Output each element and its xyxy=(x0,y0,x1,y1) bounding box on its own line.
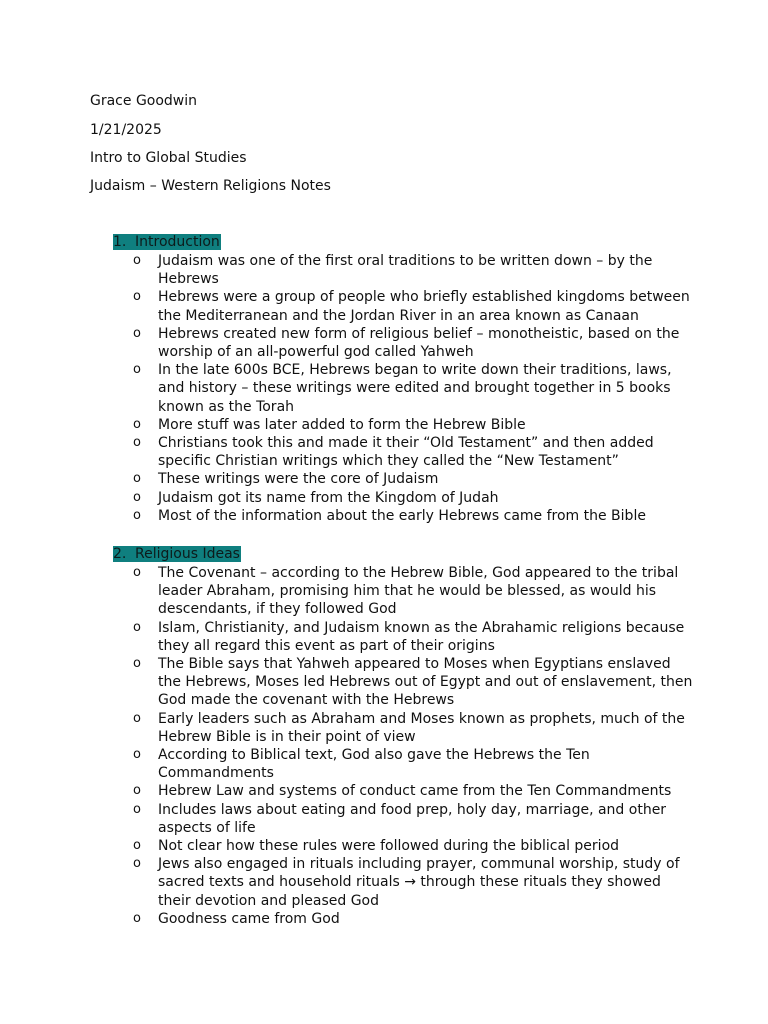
bullet-marker: o xyxy=(133,507,141,523)
bullet-list xyxy=(113,252,713,525)
bullet-marker: o xyxy=(133,416,141,432)
bullet-marker: o xyxy=(133,489,141,505)
list-item xyxy=(113,470,693,488)
list-item xyxy=(113,434,693,470)
list-item xyxy=(113,564,693,619)
section-heading-text: Religious Ideas xyxy=(135,546,240,562)
list-item-text: Jews also engaged in rituals including prayer, communal worship, study of sacred texts and household rituals → through these rituals they showed their devotion and pleased God xyxy=(158,856,680,909)
list-item-text: Hebrews created new form of religious belief – monotheistic, based on the worship of an all-powerful god called Yahweh xyxy=(158,325,680,361)
bullet-marker: o xyxy=(133,289,141,305)
list-item xyxy=(113,855,693,910)
section-number: 2. xyxy=(113,546,127,562)
list-item-text: More stuff was later added to form the Hebrew Bible xyxy=(158,416,526,433)
author-name: Grace Goodwin xyxy=(90,93,198,109)
list-item xyxy=(113,655,693,710)
list-item xyxy=(113,252,693,288)
bullet-marker: o xyxy=(133,747,141,763)
list-item-text: According to Biblical text, God also gave the Hebrews the Ten Commandments xyxy=(158,747,590,782)
bullet-marker: o xyxy=(133,838,141,854)
list-item-text: Judaism got its name from the Kingdom of Judah xyxy=(158,489,499,506)
list-item-text: These writings were the core of Judaism xyxy=(158,471,439,488)
list-item xyxy=(113,710,693,746)
bullet-marker: o xyxy=(133,435,141,451)
list-item-text: Hebrews were a group of people who briefly established kingdoms between the Mediterranean and the Jordan River in an area known as Canaan xyxy=(158,289,690,324)
list-item xyxy=(113,288,693,324)
bullet-marker: o xyxy=(133,565,141,580)
list-item-text: Includes laws about eating and food prep, holy day, marriage, and other aspects of life xyxy=(158,801,667,836)
list-item xyxy=(113,619,693,655)
list-item-text: Not clear how these rules were followed during the biblical period xyxy=(158,838,620,855)
list-item-text: The Covenant – according to the Hebrew Bible, God appeared to the tribal leader Abraham, promising him that he would be blessed, as would his descendants, if they followed God xyxy=(158,565,679,618)
section-heading-highlight xyxy=(113,234,221,250)
bullet-marker: o xyxy=(133,253,141,268)
list-item xyxy=(113,361,693,416)
list-item xyxy=(113,801,693,837)
bullet-marker: o xyxy=(133,325,141,341)
section-heading-highlight xyxy=(113,546,241,562)
list-item-text: Goodness came from God xyxy=(158,910,340,927)
bullet-marker: o xyxy=(133,801,141,817)
section-religious-ideas xyxy=(113,546,713,928)
bullet-marker: o xyxy=(133,856,141,872)
document-date: 1/21/2025 xyxy=(90,122,162,138)
list-item-text: In the late 600s BCE, Hebrews began to write down their traditions, laws, and history – these writings were edited and brought together in 5 books known as the Torah xyxy=(158,362,672,415)
list-item xyxy=(113,489,693,507)
section-heading-text: Introduction xyxy=(135,234,220,250)
list-item-text: Islam, Christianity, and Judaism known as the Abrahamic religions because they all regard this event as part of their origins xyxy=(158,619,685,654)
list-item xyxy=(113,416,693,434)
list-item-text: Most of the information about the early Hebrews came from the Bible xyxy=(158,507,646,524)
list-item xyxy=(113,325,693,361)
bullet-marker: o xyxy=(133,619,141,635)
document-title: Judaism – Western Religions Notes xyxy=(90,178,331,194)
bullet-marker: o xyxy=(133,910,141,926)
list-item-text: The Bible says that Yahweh appeared to Moses when Egyptians enslaved the Hebrews, Moses led Hebrews out of Egypt and out of enslavement, then God made the covenant with the Hebrews xyxy=(158,656,693,709)
list-item xyxy=(113,746,693,782)
bullet-marker: o xyxy=(133,710,141,726)
bullet-marker: o xyxy=(133,656,141,672)
course-name: Intro to Global Studies xyxy=(90,150,247,166)
list-item-text: Christians took this and made it their “Old Testament” and then added specific Christian writings which they called the “New Testament” xyxy=(158,435,654,470)
bullet-marker: o xyxy=(133,471,141,487)
list-item-text: Hebrew Law and systems of conduct came from the Ten Commandments xyxy=(158,783,672,800)
list-item xyxy=(113,910,693,928)
list-item xyxy=(113,837,693,855)
bullet-marker: o xyxy=(133,783,141,799)
section-number: 1. xyxy=(113,234,127,250)
list-item xyxy=(113,507,693,525)
list-item-text: Judaism was one of the first oral traditions to be written down – by the Hebrews xyxy=(158,253,653,288)
list-item-text: Early leaders such as Abraham and Moses known as prophets, much of the Hebrew Bible is in their point of view xyxy=(158,710,685,745)
bullet-list xyxy=(113,564,713,928)
bullet-marker: o xyxy=(133,362,141,378)
list-item xyxy=(113,782,693,800)
section-introduction xyxy=(113,234,713,525)
